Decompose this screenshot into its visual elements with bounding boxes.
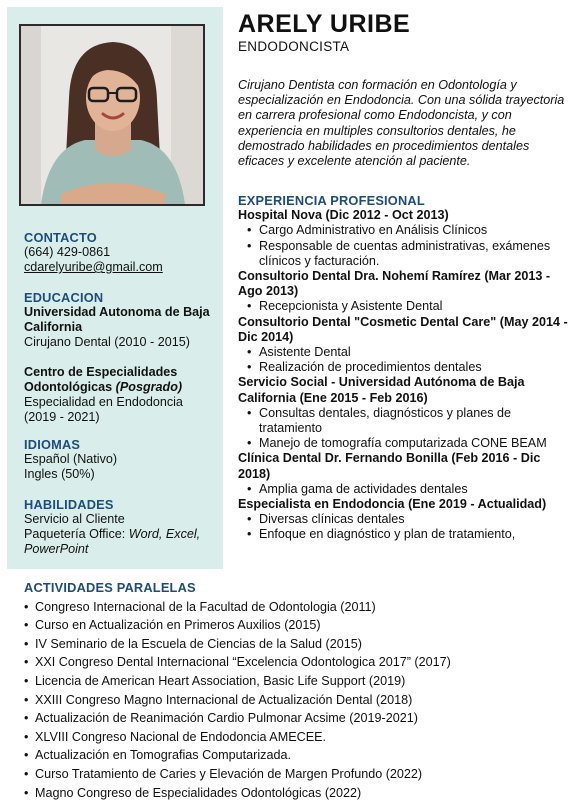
job-title: Consultorio Dental "Cosmetic Dental Care" (May 2014 - Dic 2014) — [238, 314, 568, 344]
contact-heading: CONTACTO — [24, 230, 97, 245]
skill-item: Servicio al Cliente — [24, 512, 125, 526]
education-heading: EDUCACION — [24, 290, 104, 305]
profile-summary: Cirujano Dentista con formación en Odontología y especialización en Endodoncia. Con una sólida trayectoria en carrera profesional como Endodoncista, y con experiencia en multiples consultorios dentales, he demostrado habilidades en procedimientos dentales eficaces y excelente atención al paciente. — [238, 78, 565, 169]
education-school-2-note: (Posgrado) — [115, 380, 183, 394]
activity-item: • Actualización en Tomografias Computarizada. — [24, 746, 574, 765]
education-section — [24, 290, 214, 425]
job-bullets — [238, 299, 568, 314]
skills-section — [24, 497, 214, 557]
contact-section — [24, 230, 163, 275]
job-title: Servicio Social - Universidad Autónoma de Baja California (Ene 2015 - Feb 2016) — [238, 375, 525, 405]
education-degree-2: Especialidad en Endodoncia (2019 - 2021) — [24, 395, 183, 424]
education-degree-1: Cirujano Dental (2010 - 2015) — [24, 335, 190, 349]
job-bullet: • Consultas dentales, diagnósticos y planes de tratamiento — [238, 406, 568, 436]
languages-section — [24, 437, 117, 482]
job-bullets — [238, 482, 568, 497]
activity-item: • Licencia de American Heart Association, Basic Life Support (2019) — [24, 672, 574, 691]
job-bullets — [238, 406, 568, 452]
activity-item: • Curso Tratamiento de Caries y Elevación de Margen Profundo (2022) — [24, 765, 574, 784]
contact-email-link[interactable]: cdarelyuribe@gmail.com — [24, 260, 163, 274]
education-school-1: Universidad Autonoma de Baja California — [24, 305, 210, 334]
activity-item: • Magno Congreso de Especialidades Odontológicas (2022) — [24, 784, 574, 803]
activity-item: • Curso en Actualización en Primeros Auxilios (2015) — [24, 616, 574, 635]
activity-item: • Actualización de Reanimación Cardio Pulmonar Acsime (2019-2021) — [24, 709, 574, 728]
activities-section — [24, 579, 574, 802]
education-school-2-name: Centro de Especialidades Odontológicas — [24, 365, 178, 394]
person-role: ENDODONCISTA — [238, 39, 350, 54]
activity-item: • XXI Congreso Dental Internacional “Excelencia Odontologica 2017” (2017) — [24, 653, 574, 672]
job-title: Consultorio Dental Dra. Nohemí Ramírez (Mar 2013 - Ago 2013) — [238, 269, 551, 299]
skills-heading: HABILIDADES — [24, 497, 114, 512]
job-title: Especialista en Endodoncia (Ene 2019 - Actualidad) — [238, 497, 547, 512]
activities-heading: ACTIVIDADES PARALELAS — [24, 580, 196, 595]
job-bullet: • Responsable de cuentas administrativas, exámenes clínicos y facturación. — [238, 239, 568, 269]
job-bullet: • Amplia gama de actividades dentales — [238, 482, 568, 497]
person-name: ARELY URIBE — [238, 10, 411, 38]
languages-heading: IDIOMAS — [24, 437, 81, 452]
job-bullet: • Enfoque en diagnóstico y plan de tratamiento, — [238, 527, 568, 542]
job-bullet: • Asistente Dental — [238, 345, 568, 360]
activity-item: • XLVIII Congreso Nacional de Endodoncia AMECEE. — [24, 728, 574, 747]
experience-heading: EXPERIENCIA PROFESIONAL — [238, 193, 425, 208]
activity-item: • Congreso Internacional de la Facultad de Odontologia (2011) — [24, 598, 574, 617]
language-item: Ingles (50%) — [24, 467, 95, 481]
job-bullet: • Recepcionista y Asistente Dental — [238, 299, 568, 314]
skill-office-tools: Word, Excel, PowerPoint — [24, 527, 201, 556]
job-bullet: • Realización de procedimientos dentales — [238, 360, 568, 375]
skill-item-office — [24, 527, 214, 557]
language-item: Español (Nativo) — [24, 452, 118, 466]
job-bullet: • Diversas clínicas dentales — [238, 512, 568, 527]
profile-photo-illustration — [21, 26, 203, 204]
experience-section — [238, 193, 568, 543]
contact-phone: (664) 429-0861 — [24, 245, 111, 259]
job-bullets — [238, 223, 568, 269]
job-bullets — [238, 512, 568, 542]
job-bullets — [238, 345, 568, 375]
education-school-2 — [24, 365, 214, 395]
job-title: Clínica Dental Dr. Fernando Bonilla (Feb 2016 - Dic 2018) — [238, 451, 541, 481]
activity-item: • IV Seminario de la Escuela de Ciencias de la Salud (2015) — [24, 635, 574, 654]
skill-office-prefix: Paquetería Office: — [24, 527, 129, 541]
job-title: Hospital Nova (Dic 2012 - Oct 2013) — [238, 208, 449, 223]
job-bullet: • Cargo Administrativo en Análisis Clínicos — [238, 223, 568, 238]
job-bullet: • Manejo de tomografía computarizada CONE BEAM — [238, 436, 568, 451]
profile-photo — [19, 24, 205, 206]
activities-list — [24, 598, 574, 803]
activity-item: • XXIII Congreso Magno Internacional de Actualización Dental (2018) — [24, 691, 574, 710]
